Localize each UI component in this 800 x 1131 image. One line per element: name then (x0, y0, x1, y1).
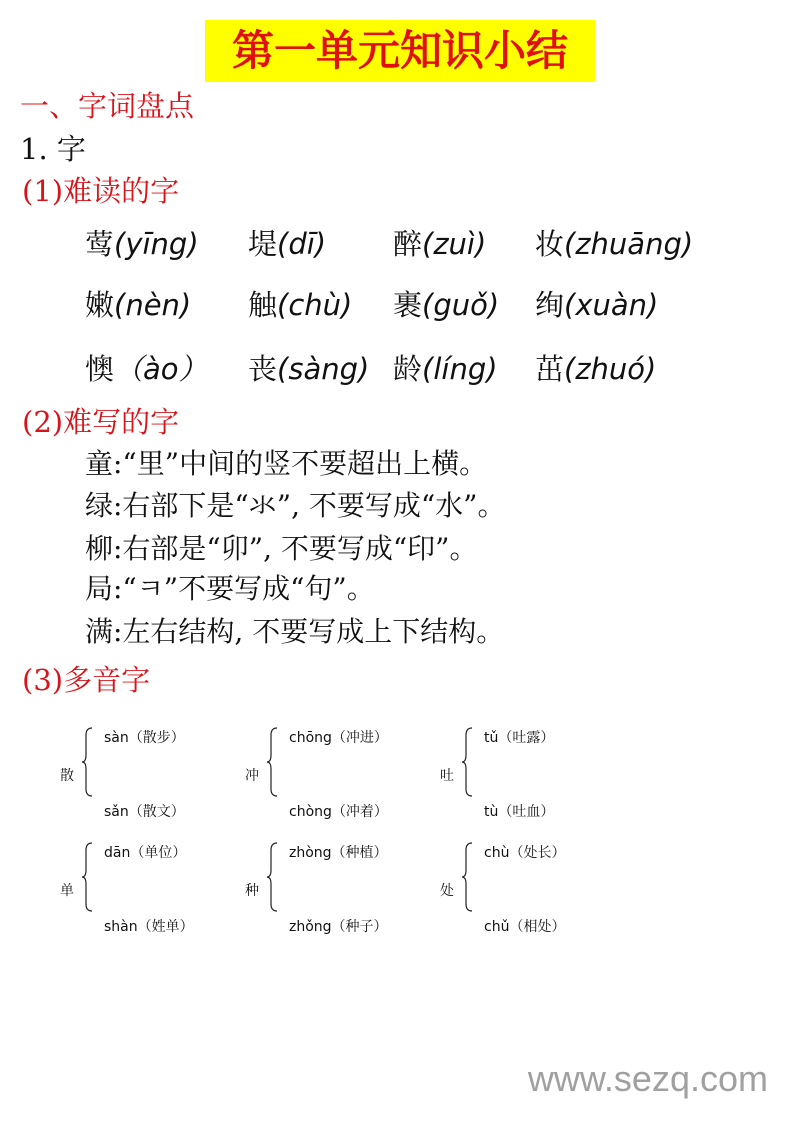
hard-to-read-char (248, 283, 352, 324)
hard-to-read-char (85, 222, 199, 263)
reading-1: chù（处长） (484, 845, 566, 861)
brace-icon (267, 842, 277, 912)
hard-to-read-char (248, 347, 369, 388)
character: 触 (248, 288, 278, 322)
character: 种 (245, 883, 259, 899)
pinyin: (yīng) (114, 227, 199, 261)
reading-1: zhòng（种植） (289, 845, 388, 861)
pinyin: (dī) (277, 227, 327, 261)
character: 嫩 (85, 288, 115, 322)
character: 丧 (248, 352, 278, 386)
character: 绚 (535, 288, 565, 322)
section-heading: 一、字词盘点 (20, 89, 195, 123)
character: 堤 (248, 227, 278, 261)
writing-tip: 童:“里”中间的竖不要超出上横。 (85, 447, 488, 480)
brace-icon (462, 842, 472, 912)
brace-icon (82, 842, 92, 912)
pinyin: (chù) (277, 288, 353, 322)
writing-tip: 满:左右结构, 不要写成上下结构。 (85, 615, 505, 648)
part2-heading: (2)难写的字 (22, 405, 180, 439)
hard-to-read-char (393, 283, 499, 324)
reading-2: chǔ（相处） (484, 919, 566, 935)
character: 茁 (535, 352, 565, 386)
pinyin: (guǒ) (422, 288, 500, 322)
polyphonic-group (440, 842, 620, 937)
part3-heading: (3)多音字 (22, 663, 151, 697)
reading-1: sàn（散步） (104, 730, 185, 746)
page-title: 第一单元知识小结 (205, 20, 595, 82)
character: 冲 (245, 768, 259, 784)
character: 吐 (440, 768, 454, 784)
writing-tip: 绿:右部下是“氺”, 不要写成“水”。 (85, 489, 506, 522)
character: 散 (60, 768, 74, 784)
character: 妆 (535, 227, 565, 261)
pinyin: (zuì) (422, 227, 487, 261)
pinyin: (líng) (422, 352, 498, 386)
character: 懊 (85, 352, 115, 386)
reading-2: tù（吐血） (484, 804, 555, 820)
character: 醉 (393, 227, 423, 261)
character: 龄 (393, 352, 423, 386)
brace-icon (267, 727, 277, 797)
character: 处 (440, 883, 454, 899)
hard-to-read-char (393, 222, 486, 263)
brace-icon (462, 727, 472, 797)
subsection-heading: 1. 字 (20, 132, 86, 166)
pinyin: (xuàn) (564, 288, 659, 322)
polyphonic-group (60, 727, 240, 822)
pinyin: (zhuāng) (564, 227, 694, 261)
character: 莺 (85, 227, 115, 261)
pinyin: (zhuó) (564, 352, 657, 386)
pinyin: (nèn) (114, 288, 192, 322)
hard-to-read-char (248, 222, 326, 263)
hard-to-read-char (535, 222, 693, 263)
polyphonic-group (440, 727, 620, 822)
reading-1: tǔ（吐露） (484, 730, 555, 746)
brace-icon (82, 727, 92, 797)
hard-to-read-char (535, 347, 656, 388)
part1-heading: (1)难读的字 (22, 174, 180, 208)
polyphonic-group (245, 727, 425, 822)
hard-to-read-char (85, 283, 191, 324)
reading-2: sǎn（散文） (104, 804, 185, 820)
writing-tip: 柳:右部是“卯”, 不要写成“印”。 (85, 532, 478, 565)
writing-tip: 局:“ㅋ”不要写成“句”。 (85, 572, 375, 605)
hard-to-read-char (85, 347, 208, 388)
polyphonic-group (60, 842, 240, 937)
reading-2: chòng（冲着） (289, 804, 388, 820)
polyphonic-group (245, 842, 425, 937)
reading-2: zhǒng（种子） (289, 919, 388, 935)
watermark: www.sezq.com (527, 1058, 768, 1099)
reading-1: dān（单位） (104, 845, 187, 861)
hard-to-read-char (535, 283, 658, 324)
character: 裹 (393, 288, 423, 322)
pinyin: （ào） (114, 352, 208, 386)
character: 单 (60, 883, 74, 899)
reading-1: chōng（冲进） (289, 730, 388, 746)
pinyin: (sàng) (277, 352, 370, 386)
reading-2: shàn（姓单） (104, 919, 194, 935)
hard-to-read-char (393, 347, 498, 388)
